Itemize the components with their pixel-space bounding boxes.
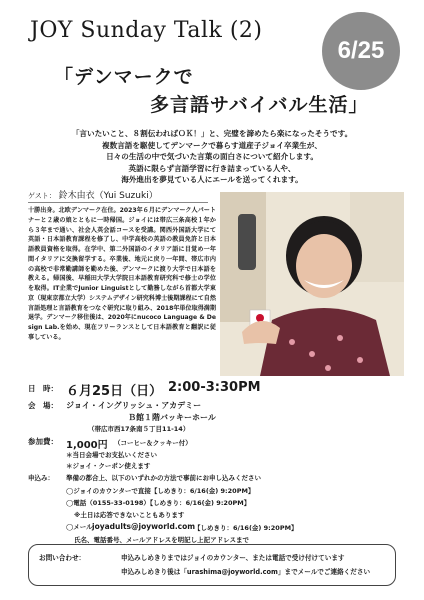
guest-divider bbox=[28, 202, 208, 203]
intro-line: 複数言語を駆使してデンマークで暮らす道産子ジョイ卒業生が、 bbox=[102, 140, 322, 150]
guest-photo bbox=[220, 192, 404, 376]
intro-text bbox=[10, 128, 414, 186]
guest-heading bbox=[28, 188, 158, 201]
method-phone-note: ※土日は応答できないこともあります bbox=[74, 511, 185, 519]
contact-line-2: 申込みしめきり後は「urashima@joyworld.com」までメールでご連絡ください bbox=[121, 568, 371, 576]
fee-value: 1,000円 bbox=[66, 440, 108, 451]
intro-line: 海外進出を夢見ている人にエールを送ってくれます。 bbox=[121, 175, 303, 184]
coupon-note: ＊ジョイ・クーポン使えます bbox=[66, 462, 151, 470]
method-email-prefix: ◯メール bbox=[66, 523, 93, 531]
date-key: 日 時： bbox=[28, 384, 58, 393]
guest-photo-illustration bbox=[220, 192, 404, 376]
time-value: 2:00-3:30PM bbox=[168, 380, 261, 395]
apply-intro: 準備の都合上、以下のいずれかの方法で事前にお申し込みください bbox=[66, 474, 261, 482]
event-title: JOY Sunday Talk (2) bbox=[30, 18, 263, 43]
payment-note: ＊当日会場でお支払いください bbox=[66, 451, 157, 459]
contact-line-1: 申込みしめきりまではジョイのカウンター、または電話で受け付けています bbox=[121, 554, 345, 562]
venue-address: （帯広市西17条南５丁目11-14） bbox=[88, 425, 190, 433]
subtitle-line-1: 「デンマークで bbox=[54, 66, 194, 88]
guest-bio: 十勝出身。北欧デンマーク在住。2023年６月にデンマーク人パートナーと２歳の娘とともに一時帰国。ジョイには帯広三条高校１年から３年まで通い、社会人英会話コースを受講。関西外国語大学にて英語・日本語教育課程を修了し、中学高校の英語の教員免許と日本語教員資格を取得。在学中、第二外国語のイタリア語に目覚め一年間イタリアに交換留学する。卒業後、地元に戻り一年間、帯広市内の高校で非常勤講師を勤めた後、デンマークに渡り大学で日本語を教える。帰国後、早稲田大学大学院日本語教育研究科で修士の学位を取得。IT企業でJunior Linguistとして勤務しながら首都大学東京（現東京都立大学）システムデザイン研究科博士後期課程にて自然言語処理と言語教育をつなぐ研究に取り組み、2018年単位取得満期退学。デンマーク移住後は、2020年にnucoco Language & Design Lab.を始め、現在フリーランスとして日本語教育と翻訳に従事している。 bbox=[28, 207, 216, 341]
date-value: ６月25日（日） bbox=[66, 384, 163, 399]
subtitle-line-2: 多言語サバイバル生活」 bbox=[150, 94, 369, 116]
fee-key: 参加費： bbox=[28, 437, 58, 446]
intro-line: 「言いたいこと、８割伝わればＯＫ！」と、完璧を諦めたら楽になったそうです。 bbox=[71, 129, 353, 138]
guest-label: ゲスト： bbox=[28, 192, 56, 200]
guest-name: 鈴木由衣（Yui Suzuki） bbox=[58, 191, 158, 201]
venue-name: ジョイ・イングリッシュ・アカデミー bbox=[66, 401, 202, 410]
contact-label: お問い合わせ： bbox=[39, 554, 86, 562]
method-counter: ◯ジョイのカウンターで直接【しめきり：6/16(金) 9:20PM】 bbox=[66, 487, 255, 495]
method-email-address[interactable]: joyadults@joyworld.com bbox=[92, 522, 196, 531]
method-phone: ◯電話（0155-33-0198）【しめきり：6/16(金) 9:20PM】 bbox=[66, 499, 251, 507]
apply-key: 申込み： bbox=[28, 474, 54, 482]
venue-key: 会 場： bbox=[28, 401, 58, 410]
fee-note: （コーヒー＆クッキー付） bbox=[114, 439, 192, 447]
venue-room: Ｂ館１階バッキーホール bbox=[128, 413, 216, 422]
contact-box bbox=[28, 544, 396, 586]
date-badge: 6/25 bbox=[322, 12, 400, 90]
intro-line: 日々の生活の中で気づいた言葉の面白さについて紹介します。 bbox=[106, 152, 318, 161]
method-email-note: 氏名、電話番号、メールアドレスを明記し上記アドレスまで bbox=[74, 536, 249, 544]
method-email-deadline: 【しめきり：6/16(金) 9:20PM】 bbox=[194, 524, 298, 532]
intro-line: 英語に限らず言語学習に行き詰まっている人や、 bbox=[128, 163, 296, 173]
